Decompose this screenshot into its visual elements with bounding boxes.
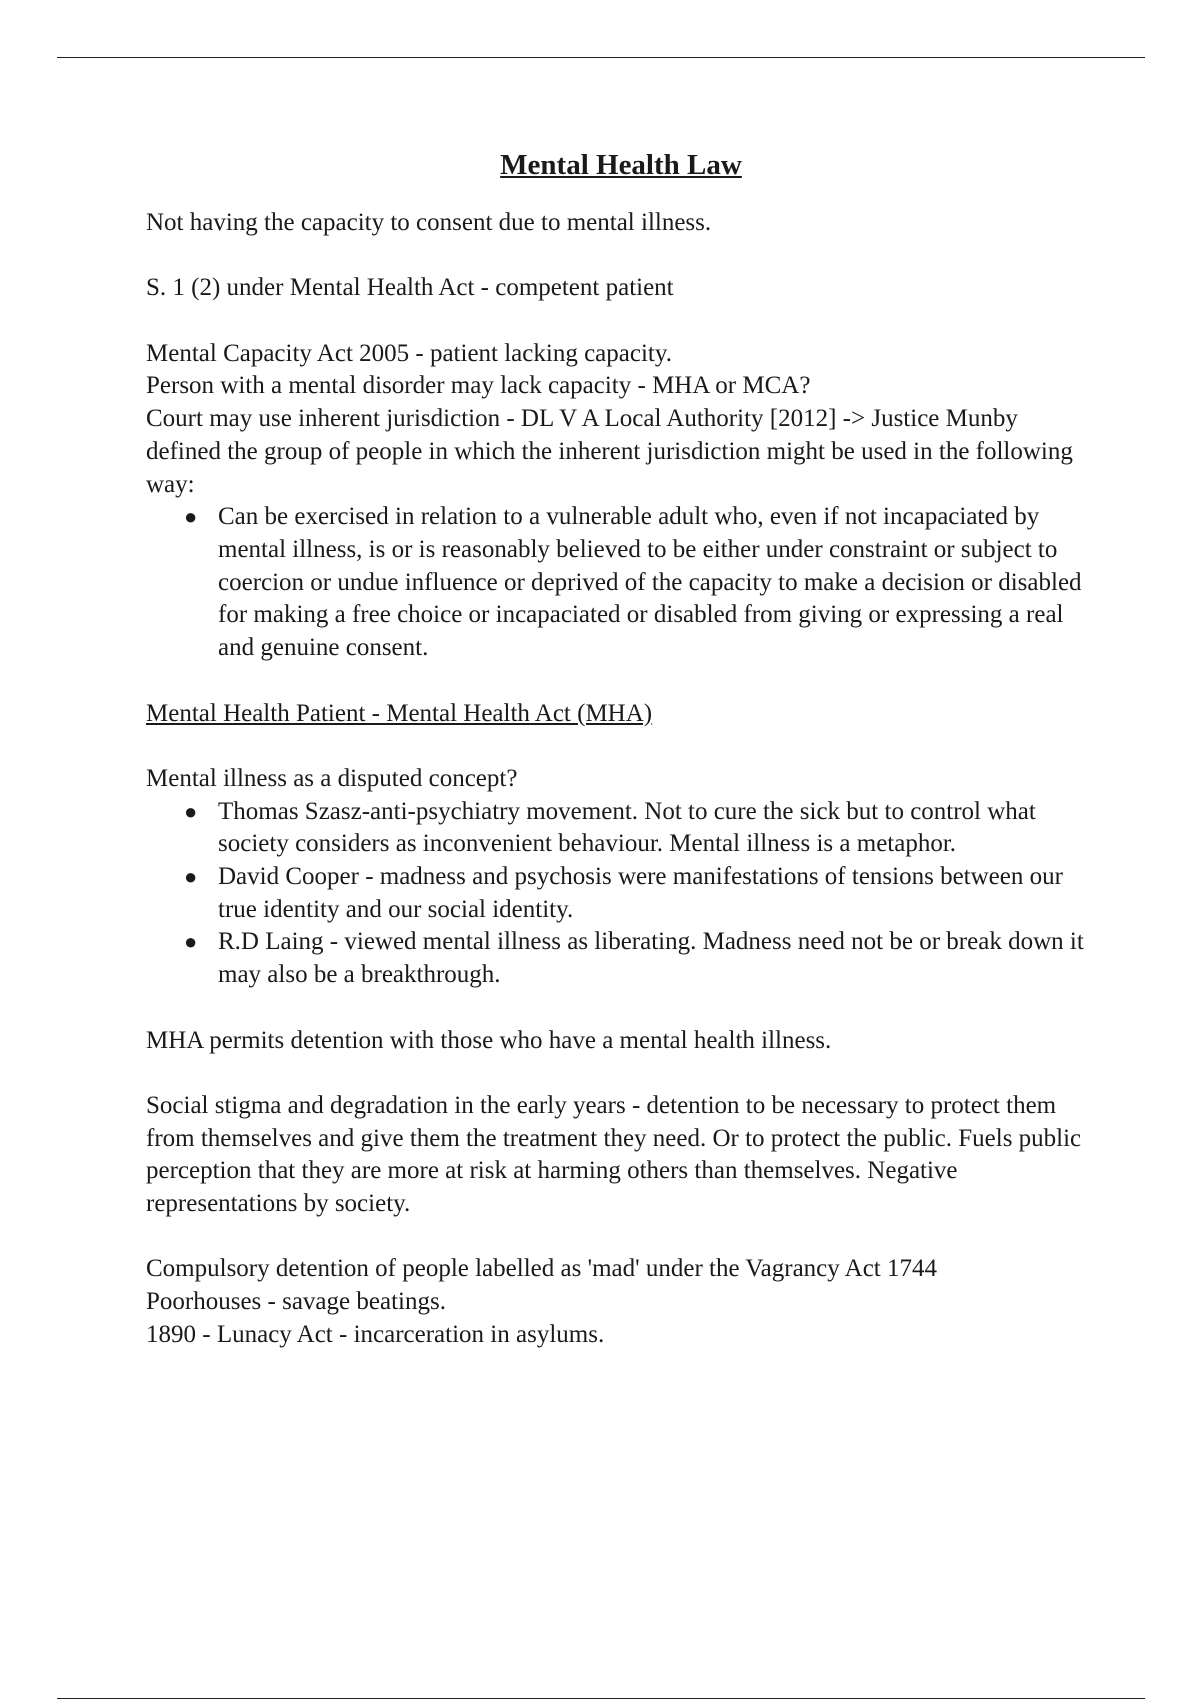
header-rule bbox=[57, 57, 1145, 58]
paragraph-mha-or-mca: Person with a mental disorder may lack capacity - MHA or MCA? bbox=[146, 372, 811, 400]
paragraph-vagrancy-act: Compulsory detention of people labelled as 'mad' under the Vagrancy Act 1744 bbox=[146, 1255, 937, 1283]
section-heading-mha: Mental Health Patient - Mental Health Act (MHA) bbox=[146, 699, 653, 727]
footer-rule bbox=[57, 1698, 1145, 1699]
list-item-text: David Cooper - madness and psychosis were manifestations of tensions between our true identity and our social identity. bbox=[218, 863, 1063, 923]
paragraph-mha-detention: MHA permits detention with those who have a mental health illness. bbox=[146, 1026, 832, 1054]
list-item-text: Thomas Szasz-anti-psychiatry movement. Not to cure the sick but to control what society considers as inconvenient behaviour. Mental illness is a metaphor. bbox=[218, 797, 1036, 858]
list-item bbox=[146, 926, 1096, 991]
bullet-list-theorists bbox=[146, 796, 1096, 992]
bullet-icon: ● bbox=[184, 798, 198, 824]
paragraph-poorhouses: Poorhouses - savage beatings. bbox=[146, 1288, 446, 1316]
paragraph-capacity: Not having the capacity to consent due to mental illness. bbox=[146, 209, 712, 236]
bullet-icon: ● bbox=[184, 864, 198, 889]
page-title: Mental Health Law bbox=[500, 149, 742, 181]
paragraph-inherent-jurisdiction: Court may use inherent jurisdiction - DL V A Local Authority [2012] -> Justice Munby defined the group of people in which the inherent jurisdiction might be used in the following way: bbox=[146, 405, 1073, 498]
bullet-icon: ● bbox=[184, 504, 198, 530]
bullet-list-jurisdiction bbox=[146, 501, 1096, 665]
list-item bbox=[146, 796, 1096, 861]
paragraph-mca-2005: Mental Capacity Act 2005 - patient lacking capacity. bbox=[146, 339, 672, 367]
list-item-text: R.D Laing - viewed mental illness as liberating. Madness need not be or break down it may also be a breakthrough. bbox=[218, 928, 1084, 989]
paragraph-lunacy-act: 1890 - Lunacy Act - incarceration in asylums. bbox=[146, 1320, 605, 1348]
list-item bbox=[146, 861, 1096, 926]
paragraph-disputed-concept: Mental illness as a disputed concept? bbox=[146, 764, 518, 792]
paragraph-section-1-2: S. 1 (2) under Mental Health Act - competent patient bbox=[146, 274, 674, 302]
bullet-icon: ● bbox=[184, 929, 198, 955]
list-item bbox=[146, 501, 1096, 665]
paragraph-social-stigma: Social stigma and degradation in the early years - detention to be necessary to protect them from themselves and give them the treatment they need. Or to protect the public. Fuels public perception that they are more at risk at harming others than themselves. Negative representations by society. bbox=[146, 1091, 1082, 1217]
list-item-text: Can be exercised in relation to a vulnerable adult who, even if not incapaciated by mental illness, is or is reasonably believed to be either under constraint or subject to coercion or undue influence or deprived of the capacity to make a decision or disabled for making a free choice or incapaciated or disabled from giving or expressing a real and genuine consent. bbox=[218, 503, 1082, 662]
document-body bbox=[146, 140, 1096, 1352]
